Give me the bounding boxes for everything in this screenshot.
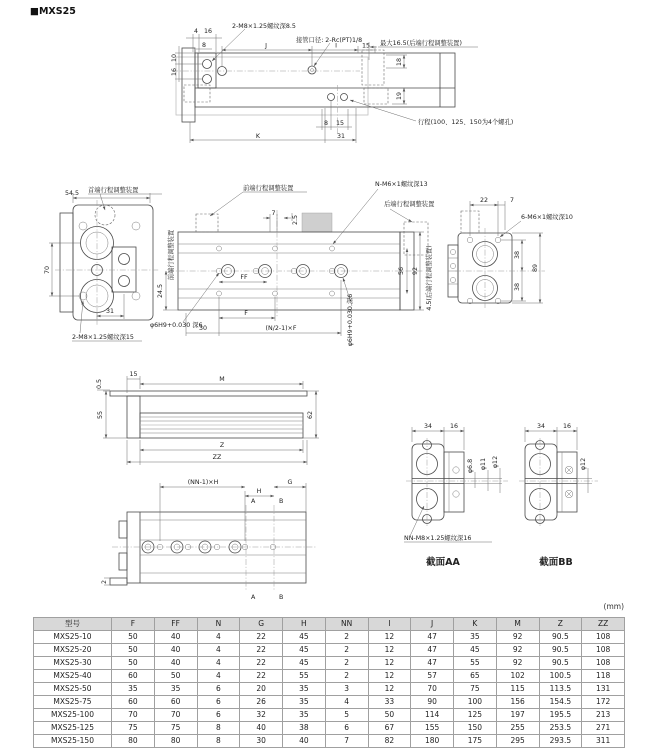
value-cell: 12 [368,657,411,670]
mid-right-end-view [448,197,573,308]
table-body [34,631,625,748]
value-cell: 70 [154,709,197,722]
table-row [34,683,625,696]
dim-2-5: 2.5 [292,214,299,226]
value-cell: 12 [368,683,411,696]
dim-M: M [219,376,225,383]
section-bb-label: 截面BB [539,557,573,568]
value-cell: 180 [411,735,454,748]
value-cell: 60 [154,696,197,709]
dim-34-bb: 34 [536,423,546,430]
value-cell: 40 [154,657,197,670]
dim-31-left-view: 31 [105,308,115,315]
value-cell: 50 [154,670,197,683]
profile-dims [97,376,319,465]
annotation-port: 接管口径: 2-Rc(PT)1/8 [296,37,363,44]
annotation-stroke-holes: 行程(100、125、150为4个螺孔) [418,119,514,126]
top-side-view [171,21,513,143]
annotation-nn-m8: NN-M8×1.25螺纹深16 [404,535,472,542]
dim-phi-12-aa: φ12 [492,455,499,469]
value-cell: 4 [197,631,240,644]
bottom-dims [104,483,306,585]
value-cell: 113.5 [539,683,582,696]
value-cell: 40 [240,722,283,735]
value-cell: 67 [368,722,411,735]
dim-55: 55 [97,410,104,420]
value-cell: 8 [197,735,240,748]
dim-10: 10 [171,53,178,63]
dimension-table-wrapper [33,617,625,748]
dim-4-5-rear: 4.5(后端行程调整装置) [426,245,433,311]
value-cell: 45 [283,644,326,657]
model-cell: MXS25-100 [34,709,112,722]
dim-I: I [335,42,337,50]
plan-dim-lines [163,189,424,336]
mid-left-end-view [44,185,162,341]
value-cell: 108 [582,644,625,657]
value-cell: 47 [411,657,454,670]
value-cell: 2 [325,657,368,670]
dimension-table [33,617,625,748]
value-cell: 155 [411,722,454,735]
page-title: ■MXS25 [30,6,76,17]
dim-30: 30 [198,325,208,332]
model-cell: MXS25-40 [34,670,112,683]
value-cell: 6 [197,683,240,696]
model-cell: MXS25-125 [34,722,112,735]
value-cell: 90.5 [539,631,582,644]
dim-19: 19 [396,91,403,101]
annotation-6-m6: 6-M6×1螺纹深10 [521,214,573,221]
dim-70: 70 [44,265,51,275]
dim-15-top: 15 [361,42,371,50]
value-cell: 4 [197,657,240,670]
dim-n2-1-f: (N/2-1)×F [265,325,297,332]
dim-38a: 38 [514,250,521,260]
label-rear-adjuster: 后端行程调整装置 [384,201,435,208]
section-aa-label: 截面AA [426,557,460,568]
dim-15-bottom: 15 [335,120,345,127]
value-cell: 80 [112,735,155,748]
value-cell: 35 [283,709,326,722]
table-row [34,644,625,657]
value-cell: 33 [368,696,411,709]
model-cell: MXS25-150 [34,735,112,748]
value-cell: 90.5 [539,657,582,670]
value-cell: 80 [154,735,197,748]
section-bb [519,423,598,568]
value-cell: 255 [496,722,539,735]
dim-phi-12-bb: φ12 [580,457,587,471]
value-cell: 2 [325,631,368,644]
value-cell: 102 [496,670,539,683]
column-header-k: K [454,618,497,631]
annotation-n-m6: N-M6×1螺纹深13 [375,181,428,188]
value-cell: 114 [411,709,454,722]
value-cell: 45 [283,657,326,670]
table-row [34,709,625,722]
model-cell: MXS25-10 [34,631,112,644]
value-cell: 60 [112,670,155,683]
value-cell: 75 [112,722,155,735]
section-mark-A-bottom: A [251,594,256,601]
value-cell: 253.5 [539,722,582,735]
value-cell: 100.5 [539,670,582,683]
value-cell: 12 [368,670,411,683]
value-cell: 6 [197,709,240,722]
value-cell: 35 [283,696,326,709]
value-cell: 90.5 [539,644,582,657]
section-mark-B-top: B [279,498,284,505]
dim-FF: FF [240,274,248,281]
dim-92: 92 [412,266,419,276]
value-cell: 35 [154,683,197,696]
value-cell: 60 [112,696,155,709]
annotation-thread-top: 2-M8×1.25螺纹深8.5 [232,23,296,30]
value-cell: 2 [325,670,368,683]
value-cell: 4 [197,670,240,683]
value-cell: 311 [582,735,625,748]
value-cell: 55 [283,670,326,683]
value-cell: 2 [325,644,368,657]
value-cell: 92 [496,644,539,657]
value-cell: 47 [411,631,454,644]
label-head-adjuster: 首端行程调整装置 [88,187,139,194]
dim-H: H [256,488,262,495]
value-cell: 75 [154,722,197,735]
value-cell: 115 [496,683,539,696]
value-cell: 293.5 [539,735,582,748]
model-cell: MXS25-75 [34,696,112,709]
dim-8-bottom: 8 [323,120,329,127]
dim-Z: Z [219,442,225,449]
value-cell: 30 [240,735,283,748]
column-header-i: I [368,618,411,631]
dim-0-5: 0.5 [96,378,103,390]
value-cell: 118 [582,670,625,683]
annotation-h9-right: φ6H9+0.030 深6 [347,293,354,347]
column-header-f: F [112,618,155,631]
value-cell: 12 [368,644,411,657]
table-row [34,696,625,709]
value-cell: 65 [454,670,497,683]
value-cell: 150 [454,722,497,735]
dim-G: G [287,479,293,486]
table-row [34,722,625,735]
value-cell: 50 [368,709,411,722]
mid-plan-view [150,179,435,346]
value-cell: 40 [283,735,326,748]
table-row [34,657,625,670]
value-cell: 40 [154,644,197,657]
value-cell: 172 [582,696,625,709]
value-cell: 22 [240,670,283,683]
dim-nn-1-h: (NN-1)×H [187,479,219,486]
value-cell: 32 [240,709,283,722]
value-cell: 20 [240,683,283,696]
value-cell: 108 [582,631,625,644]
column-header-z: Z [539,618,582,631]
value-cell: 35 [454,631,497,644]
profile-view [96,371,319,465]
dim-phi-11: φ11 [480,457,487,471]
value-cell: 7 [325,735,368,748]
dim-16-bb: 16 [562,423,572,430]
value-cell: 12 [368,631,411,644]
value-cell: 197 [496,709,539,722]
value-cell: 108 [582,657,625,670]
value-cell: 70 [411,683,454,696]
value-cell: 154.5 [539,696,582,709]
dim-34-aa: 34 [423,423,433,430]
dim-ZZ: ZZ [212,454,222,461]
dim-38b: 38 [514,282,521,292]
dim-7-right: 7 [509,197,515,204]
value-cell: 125 [454,709,497,722]
column-header-m: M [496,618,539,631]
value-cell: 45 [283,631,326,644]
table-row [34,735,625,748]
value-cell: 50 [112,644,155,657]
value-cell: 45 [454,644,497,657]
value-cell: 22 [240,631,283,644]
value-cell: 100 [454,696,497,709]
annotation-max-stroke: 最大16.5(后端行程调整装置) [380,40,462,47]
dim-2: 2 [101,579,108,585]
value-cell: 4 [325,696,368,709]
unit-label: (mm) [603,602,624,611]
dim-62: 62 [307,410,314,420]
label-front-adjuster: 前端行程调整装置 [243,185,294,192]
value-cell: 22 [240,644,283,657]
table-row [34,631,625,644]
value-cell: 38 [283,722,326,735]
value-cell: 92 [496,657,539,670]
annotation-thread-m8-15: 2-M8×1.25螺纹深15 [72,334,134,341]
dim-K: K [255,133,261,140]
column-header-zz: ZZ [582,618,625,631]
value-cell: 175 [454,735,497,748]
value-cell: 47 [411,644,454,657]
value-cell: 90 [411,696,454,709]
model-cell: MXS25-30 [34,657,112,670]
dim-31-top-view: 31 [336,133,346,140]
value-cell: 92 [496,631,539,644]
dim-15-profile: 15 [129,371,138,378]
dim-89: 89 [532,263,539,273]
dim-56: 56 [398,266,405,276]
value-cell: 22 [240,657,283,670]
column-header-j: J [411,618,454,631]
dim-16-aa: 16 [449,423,459,430]
value-cell: 6 [197,696,240,709]
value-cell: 5 [325,709,368,722]
value-cell: 50 [112,631,155,644]
column-header-n: N [197,618,240,631]
value-cell: 213 [582,709,625,722]
value-cell: 55 [454,657,497,670]
dim-J: J [265,42,267,50]
value-cell: 70 [112,709,155,722]
dim-22: 22 [479,197,489,204]
value-cell: 271 [582,722,625,735]
value-cell: 35 [283,683,326,696]
value-cell: 3 [325,683,368,696]
section-mark-A-top: A [251,498,256,505]
dim-18: 18 [396,57,403,67]
value-cell: 156 [496,696,539,709]
value-cell: 8 [197,722,240,735]
dim-8-top: 8 [201,42,207,49]
table-header-row [34,618,625,631]
annotation-h9-bottom: φ6H9+0.030 深6 [150,322,203,329]
value-cell: 195.5 [539,709,582,722]
dim-F: F [244,310,248,317]
value-cell: 6 [325,722,368,735]
value-cell: 50 [112,657,155,670]
dim-16-left: 16 [171,67,178,77]
dim-7-plan: 7 [271,210,276,217]
value-cell: 40 [154,631,197,644]
column-header-model: 型号 [34,618,112,631]
value-cell: 4 [197,644,240,657]
column-header-ff: FF [154,618,197,631]
value-cell: 57 [411,670,454,683]
section-aa [404,423,508,568]
dim-4: 4 [193,28,199,35]
value-cell: 26 [240,696,283,709]
value-cell: 35 [112,683,155,696]
column-header-h: H [283,618,326,631]
model-cell: MXS25-50 [34,683,112,696]
column-header-g: G [240,618,283,631]
dim-16-top: 16 [203,28,213,35]
value-cell: 131 [582,683,625,696]
value-cell: 295 [496,735,539,748]
value-cell: 75 [454,683,497,696]
mid-left-dims [49,193,162,341]
value-cell: 82 [368,735,411,748]
bottom-plan-view [101,479,316,601]
column-header-nn: NN [325,618,368,631]
label-front-adjuster-side: 前端行程调整装置 [168,229,175,281]
section-mark-B-bottom: B [279,594,284,601]
model-cell: MXS25-20 [34,644,112,657]
dim-phi-6-8: φ6.8 [467,458,474,474]
dim-24-5: 24.5 [157,283,164,299]
table-row [34,670,625,683]
dim-54-5: 54.5 [64,190,80,197]
